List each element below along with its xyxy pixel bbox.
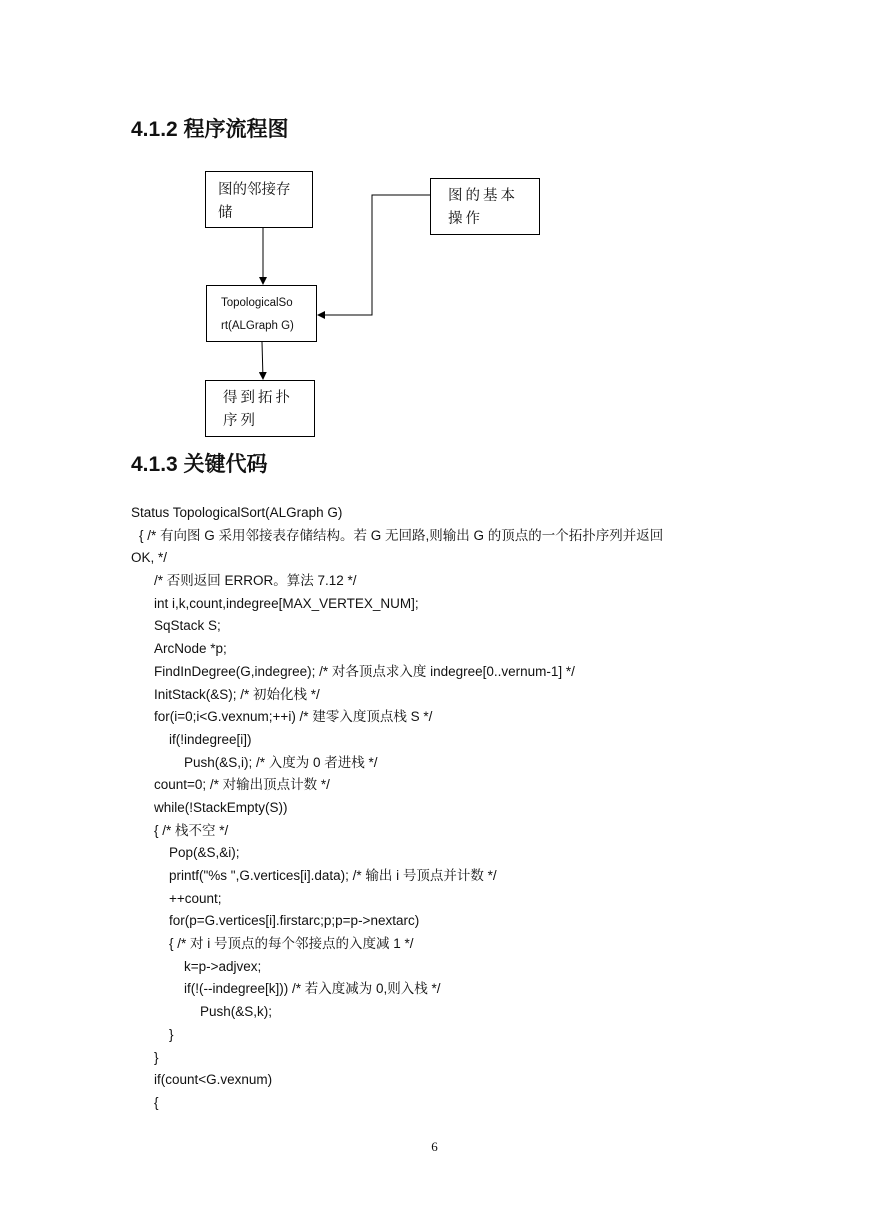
page-number: 6 bbox=[431, 1139, 438, 1154]
flowchart-box-basic-operations bbox=[430, 178, 540, 235]
code-line: { /* 对 i 号顶点的每个邻接点的入度减 1 */ bbox=[169, 936, 414, 952]
code-line: while(!StackEmpty(S)) bbox=[154, 799, 288, 815]
code-line: { /* 有向图 G 采用邻接表存储结构。若 G 无回路,则输出 G 的顶点的一个拓扑序列并返回 bbox=[139, 527, 664, 543]
box-text-line: 储 bbox=[218, 205, 233, 221]
flowchart-box-topological-sequence bbox=[205, 380, 315, 437]
box-text-line: rt(ALGraph G) bbox=[221, 320, 294, 332]
code-line: Status TopologicalSort(ALGraph G) bbox=[131, 505, 343, 520]
code-line: ++count; bbox=[169, 890, 222, 906]
code-line: FindInDegree(G,indegree); /* 对各顶点求入度 indegree[0..vernum-1] */ bbox=[154, 663, 575, 679]
code-line: k=p->adjvex; bbox=[184, 958, 262, 974]
code-line: OK, */ bbox=[131, 550, 168, 566]
code-listing bbox=[131, 502, 751, 1115]
code-line: { /* 栈不空 */ bbox=[154, 822, 229, 838]
code-line: Pop(&S,&i); bbox=[169, 845, 240, 861]
code-line: ArcNode *p; bbox=[154, 641, 227, 657]
section-heading-flowchart: 4.1.2 程序流程图 bbox=[131, 118, 289, 141]
section-heading-key-code: 4.1.3 关键代码 bbox=[131, 453, 268, 476]
code-line: printf("%s ",G.vertices[i].data); /* 输出 i 号顶点并计数 */ bbox=[169, 868, 497, 883]
arrow-topo-to-result bbox=[262, 342, 263, 379]
box-text-line: 操作 bbox=[448, 211, 483, 227]
code-line: for(i=0;i<G.vexnum;++i) /* 建零入度顶点栈 S */ bbox=[154, 709, 433, 725]
code-line: int i,k,count,indegree[MAX_VERTEX_NUM]; bbox=[154, 595, 419, 611]
code-line: Push(&S,i); /* 入度为 0 者进栈 */ bbox=[184, 754, 378, 770]
code-line: if(count<G.vexnum) bbox=[154, 1072, 273, 1088]
code-line: count=0; /* 对输出顶点计数 */ bbox=[154, 777, 330, 793]
code-line: if(!indegree[i]) bbox=[169, 731, 252, 747]
code-line: Push(&S,k); bbox=[200, 1004, 273, 1020]
code-line: } bbox=[169, 1026, 174, 1042]
box-text-line: 图的基本 bbox=[448, 188, 518, 204]
box-text-line: 序列 bbox=[223, 413, 258, 429]
flowchart-box-topological-sort bbox=[206, 285, 317, 342]
code-line: InitStack(&S); /* 初始化栈 */ bbox=[154, 686, 320, 702]
code-line: /* 否则返回 ERROR。算法 7.12 */ bbox=[154, 573, 357, 589]
box-text-line: 图的邻接存 bbox=[218, 182, 291, 198]
box-text-line: 得到拓扑 bbox=[223, 390, 293, 406]
code-line: for(p=G.vertices[i].firstarc;p;p=p->nextarc) bbox=[169, 913, 420, 929]
arrow-basic-to-topo bbox=[318, 195, 430, 315]
code-line: SqStack S; bbox=[154, 618, 221, 634]
code-line: } bbox=[154, 1049, 159, 1065]
box-text-line: TopologicalSo bbox=[221, 297, 293, 309]
code-line: { bbox=[154, 1094, 159, 1110]
code-line: if(!(--indegree[k])) /* 若入度减为 0,则入栈 */ bbox=[184, 981, 441, 997]
flowchart-box-adjacency-storage bbox=[205, 171, 313, 228]
